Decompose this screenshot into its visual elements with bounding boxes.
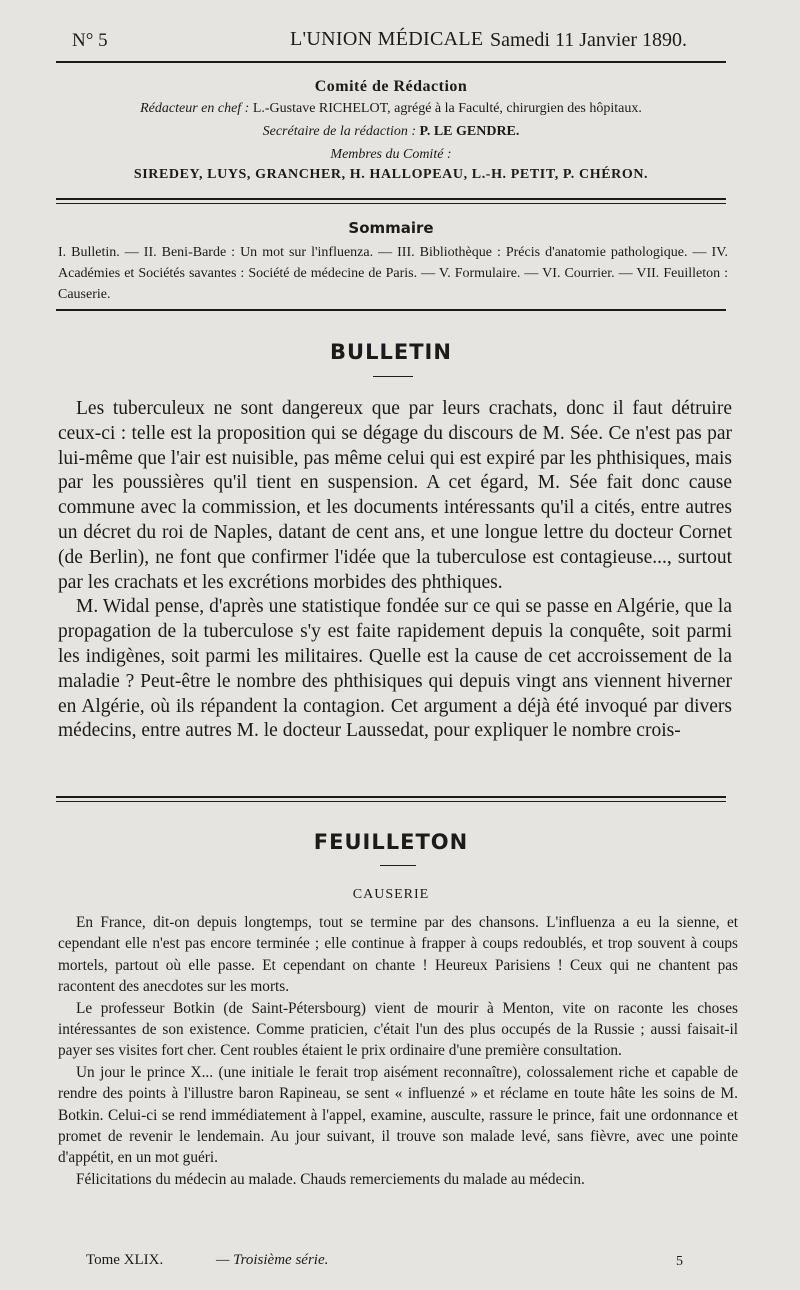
page-number: 5: [676, 1254, 683, 1269]
feuilleton-paragraph: Félicitations du médecin au malade. Chauds remerciements du malade au médecin.: [76, 1170, 585, 1188]
redacteur-name: L.-Gustave RICHELOT, agrégé à la Faculté, chirurgien des hôpitaux.: [252, 101, 642, 116]
sommaire-rule: [56, 309, 726, 311]
tome-label: Tome XLIX.: [86, 1252, 164, 1268]
secretaire-line: [56, 124, 726, 140]
bulletin-title: BULLETIN: [330, 340, 452, 364]
feuilleton-rule-bottom: [56, 801, 726, 802]
feuilleton-title: FEUILLETON: [313, 830, 469, 854]
feuilleton-paragraph: Le professeur Botkin (de Saint-Pétersbourg) vient de mourir à Menton, vite on raconte les choses intéressantes de son existence. Comme praticien, c'était l'un des plus occupés de la Russie ; aussi faisait-il payer ses visites fort cher. Cent roubles étaient le prix ordinaire d'une première consultation.: [58, 999, 738, 1060]
feuilleton-body: [58, 912, 738, 1190]
membres-list: SIREDEY, LUYS, GRANCHER, H. HALLOPEAU, L.-H. PETIT, P. CHÉRON.: [133, 167, 649, 182]
comite-title: Comité de Rédaction: [314, 78, 468, 95]
issue-number: N° 5: [72, 30, 108, 51]
journal-title: L'UNION MÉDICALE: [290, 28, 484, 50]
sommaire-text: I. Bulletin. — II. Beni-Barde : Un mot sur l'influenza. — III. Bibliothèque : Précis d'anatomie pathologique. — IV. Académies et Sociétés savantes : Société de médecine de Paris. — V. Formulaire. — VI. Courrier. — VII. Feuilleton : Causerie.: [58, 245, 728, 302]
bulletin-paragraph: Les tuberculeux ne sont dangereux que par leurs crachats, donc il faut détruire ceux-ci : telle est la proposition qui se dégage du discours de M. Sée. Ce n'est pas par lui-même que l'air est nuisible, pas même celui qui est expiré par les phthisiques, mais par les poussières qu'il tient en suspension. A cet égard, M. Sée fait donc cause commune avec la commission, et les documents intéressants qu'il a cités, entre autres un décret du roi de Naples, datant de cent ans, et une longue lettre du docteur Cornet (de Berlin), ne font que confirmer l'idée que la tuberculose est contagieuse..., surtout par les crachats et les excrétions morbides des phthiques.: [58, 398, 732, 593]
serie-label: — Troisième série.: [216, 1252, 329, 1268]
membres-label: Membres du Comité :: [330, 147, 452, 162]
secretaire-name: P. LE GENDRE.: [419, 124, 520, 139]
secretaire-label: Secrétaire de la rédaction :: [262, 124, 417, 139]
sommaire-title: Sommaire: [348, 219, 434, 237]
header-rule: [56, 61, 726, 63]
issue-date: Samedi 11 Janvier 1890.: [490, 29, 688, 51]
comite-rule-top: [56, 198, 726, 200]
bulletin-body: [58, 397, 732, 744]
bulletin-paragraph: M. Widal pense, d'après une statistique fondée sur ce qui se passe en Algérie, que la propagation de la tuberculose s'y est faite rapidement depuis la conquête, soit parmi les indigènes, soit parmi les militaires. Quelle est la cause de cet accroissement de la maladie ? Peut-être le nombre des phthisiques qui depuis vingt ans viennent hiverner en Algérie, où ils répandent la contagion. Cet argument a déjà été invoqué par divers médecins, entre autres M. le docteur Laussedat, pour expliquer le nombre crois-: [58, 596, 732, 742]
causerie-title: CAUSERIE: [352, 887, 430, 902]
bulletin-underline: [373, 376, 413, 377]
comite-rule-bottom: [56, 203, 726, 204]
redacteur-label: Rédacteur en chef :: [140, 101, 250, 116]
feuilleton-paragraph: Un jour le prince X... (une initiale le ferait trop aisément reconnaître), colossalement riche et capable de rendre des points à l'illustre baron Rapineau, se sent « influenzé » et réclame en toute hâte les soins de M. Botkin. Celui-ci se rend immédiatement à l'appel, examine, ausculte, rassure le prince, fait une ordonnance et promet de revenir le lendemain. Au jour suivant, il trouve son malade levé, sans fièvre, avec une pointe d'appétit, en un mot guéri.: [58, 1063, 738, 1167]
page-header: [72, 28, 732, 60]
feuilleton-underline: [380, 865, 416, 866]
feuilleton-paragraph: En France, dit-on depuis longtemps, tout se termine par des chansons. L'influenza a eu la sienne, et cependant elle n'est pas encore terminée ; elle continue à frapper à coups redoublés, et trop souvent à coups mortels, partout où elle passe. Et cependant on chante ! Heureux Parisiens ! Ceux qui ne chantent pas racontent des anecdotes sur les morts.: [58, 914, 738, 996]
redacteur-line: [56, 101, 726, 117]
feuilleton-rule-top: [56, 796, 726, 798]
